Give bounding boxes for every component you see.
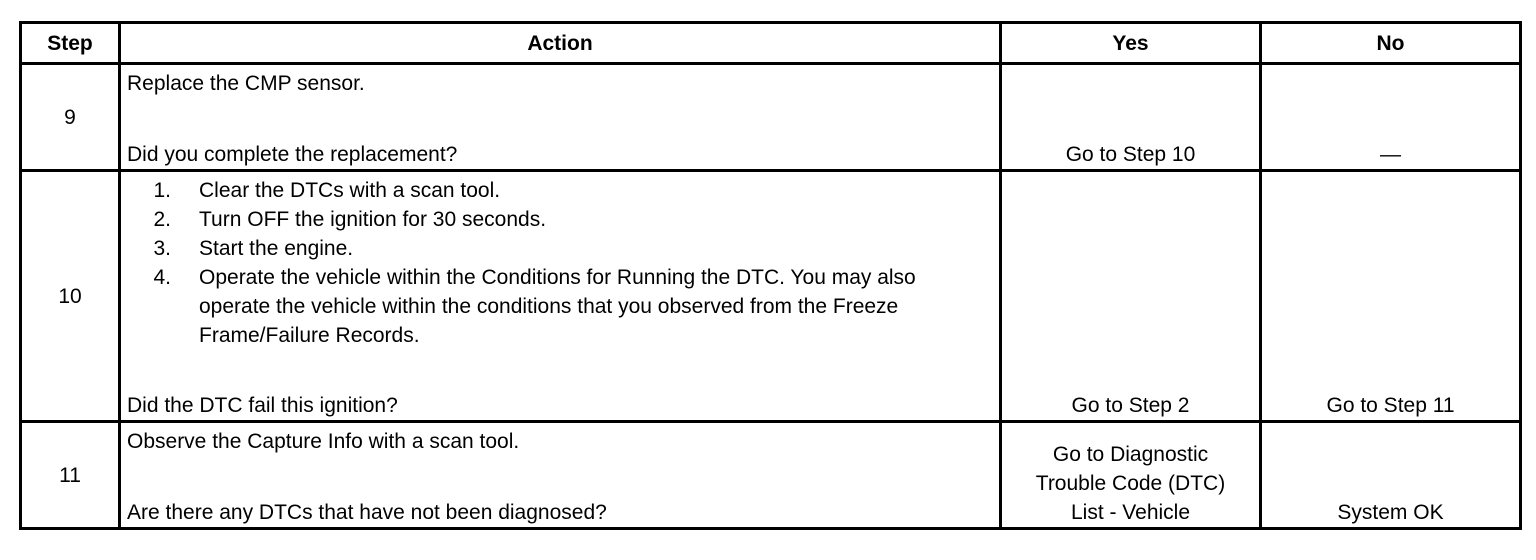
action-cell: [120, 64, 1001, 171]
action-instruction: Replace the CMP sensor.: [127, 72, 365, 95]
no-cell: [1261, 422, 1521, 529]
yes-cell: [1001, 422, 1261, 529]
no-cell: [1261, 171, 1521, 422]
header-yes: Yes: [1001, 23, 1261, 64]
list-item: [121, 234, 989, 263]
list-item-text: Turn OFF the ignition for 30 seconds.: [199, 208, 547, 231]
action-instruction: Observe the Capture Info with a scan tool.: [127, 430, 520, 453]
action-question: Are there any DTCs that have not been diagnosed?: [127, 501, 607, 524]
yes-cell: [1001, 171, 1261, 422]
table-row: [21, 64, 1521, 171]
diagnostic-table: [19, 21, 1522, 530]
yes-answer: [1002, 440, 1259, 527]
list-item-number: 2.: [153, 208, 171, 231]
step-number: 9: [21, 64, 120, 171]
list-item: [121, 205, 989, 234]
list-item-text: Clear the DTCs with a scan tool.: [199, 179, 501, 202]
list-item-number: 3.: [153, 237, 171, 260]
no-answer: System OK: [1337, 501, 1444, 524]
yes-answer-line: List - Vehicle: [1070, 501, 1191, 524]
no-cell: [1261, 64, 1521, 171]
yes-cell: [1001, 64, 1261, 171]
action-question: Did the DTC fail this ignition?: [127, 394, 398, 417]
list-item-number: 4.: [153, 266, 171, 289]
action-cell: [120, 422, 1001, 529]
list-item: [121, 176, 989, 205]
header-action: Action: [120, 23, 1001, 64]
list-item: [121, 263, 989, 350]
table-row: [21, 171, 1521, 422]
step-number: 10: [21, 171, 120, 422]
list-item-text: Operate the vehicle within the Conditions for Running the DTC. You may also operate the vehicle within the conditions that you observed from the Freeze Frame/Failure Records.: [199, 266, 916, 347]
no-answer: —: [1380, 143, 1401, 166]
yes-answer: Go to Step 10: [1065, 143, 1196, 166]
yes-answer: Go to Step 2: [1071, 394, 1190, 417]
no-answer: Go to Step 11: [1326, 394, 1455, 417]
yes-answer-line: Trouble Code (DTC): [1035, 472, 1226, 495]
table-row: [21, 422, 1521, 529]
action-question: Did you complete the replacement?: [127, 143, 458, 166]
list-item-number: 1.: [153, 179, 171, 202]
header-no: No: [1261, 23, 1521, 64]
header-step: Step: [21, 23, 120, 64]
list-item-text: Start the engine.: [199, 237, 354, 260]
yes-answer-line: Go to Diagnostic: [1052, 443, 1209, 466]
header-row: [21, 23, 1521, 64]
procedure-list: [121, 176, 989, 350]
step-number: 11: [21, 422, 120, 529]
action-cell: [120, 171, 1001, 422]
